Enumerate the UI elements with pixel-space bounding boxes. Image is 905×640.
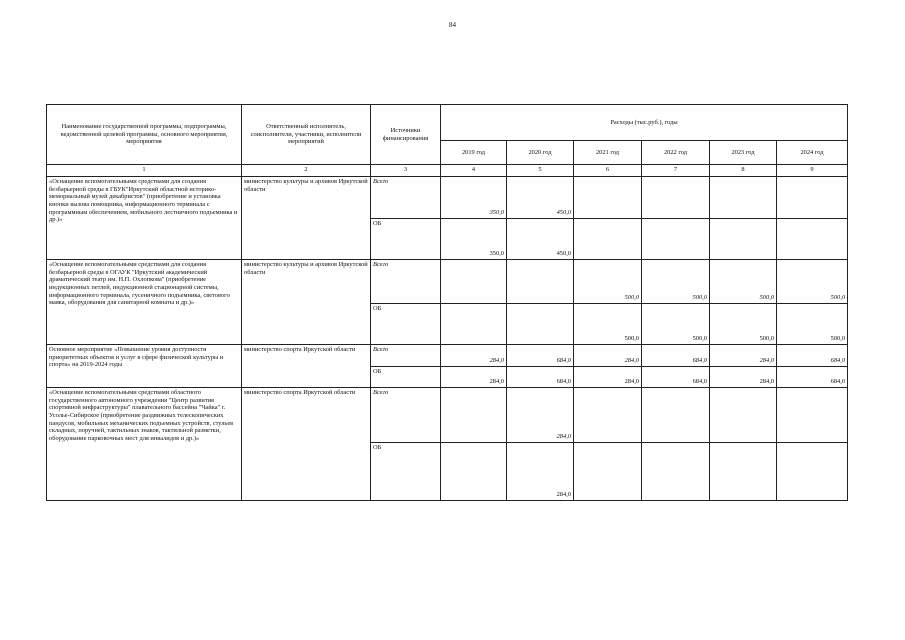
table-row	[47, 388, 848, 443]
budget-table	[46, 104, 848, 501]
value-cell	[441, 304, 507, 345]
value-cell	[441, 443, 507, 501]
header-year: 2019 год	[441, 141, 507, 165]
header-year: 2023 год	[710, 141, 777, 165]
value-cell: 684,0	[777, 367, 848, 388]
header-year: 2022 год	[642, 141, 710, 165]
value-cell	[777, 443, 848, 501]
col-number: 5	[507, 165, 574, 177]
value-cell: 684,0	[507, 345, 574, 367]
value-cell: 284,0	[441, 345, 507, 367]
activity-name: «Оснащение вспомогательными средствами для создания безбарьерной среды в ОГАУК "Иркутский академический драматический театр им. Н.П. Охлопкова" (приобретение индукционных петлей, индукционной стационарной системы, информационного терминала, гусеничного подъемника, светового маяка, оборудования для санитарной комнаты и др.)»	[47, 260, 242, 345]
value-cell: 684,0	[777, 345, 848, 367]
value-cell	[441, 388, 507, 443]
header-executor: Ответственный исполнитель, соисполнители, участники, исполнители мероприятий	[242, 105, 371, 165]
executor-name: министерство спорта Иркутской области	[242, 345, 371, 388]
source-ob-label: ОБ	[371, 443, 441, 501]
value-cell	[777, 177, 848, 219]
table-row	[47, 345, 848, 367]
value-cell	[441, 260, 507, 304]
col-number: 4	[441, 165, 507, 177]
header-year: 2024 год	[777, 141, 848, 165]
value-cell: 500,0	[574, 304, 642, 345]
value-cell: 684,0	[642, 345, 710, 367]
col-number: 7	[642, 165, 710, 177]
header-source: Источники финансирования	[371, 105, 441, 165]
executor-name: министерство спорта Иркутской области	[242, 388, 371, 501]
value-cell	[574, 443, 642, 501]
activity-name: Основное мероприятие «Повышение уровня доступности приоритетных объектов и услуг в сфере физической культуры и спорта» на 2019-2024 годы	[47, 345, 242, 388]
col-number: 6	[574, 165, 642, 177]
col-number: 3	[371, 165, 441, 177]
page-number: 84	[449, 21, 456, 29]
header-name: Наименование государственной программы, подпрограммы, ведомственной целевой программы, основного мероприятия, мероприятия	[47, 105, 242, 165]
activity-name: «Оснащение вспомогательными средствами для создания безбарьерной среды в ГБУК"Иркутский областной историко-мемориальный музей декабристов" (приобретение и установка кнопки вызова помощника, информационного терминала с программным обеспечением, мобильного лестничного подъемника и др.)»	[47, 177, 242, 260]
value-cell	[710, 177, 777, 219]
value-cell: 284,0	[574, 367, 642, 388]
value-cell: 500,0	[777, 304, 848, 345]
executor-name: министерство культуры и архивов Иркутской области	[242, 177, 371, 260]
value-cell: 350,0	[441, 177, 507, 219]
value-cell	[642, 388, 710, 443]
source-ob-label: ОБ	[371, 219, 441, 260]
value-cell	[710, 219, 777, 260]
column-number-row	[47, 165, 848, 177]
value-cell: 500,0	[710, 260, 777, 304]
value-cell	[642, 177, 710, 219]
value-cell: 284,0	[507, 388, 574, 443]
col-number: 8	[710, 165, 777, 177]
header-expenses: Расходы (тыс.руб.), годы	[441, 105, 848, 141]
value-cell: 500,0	[642, 304, 710, 345]
header-year: 2020 год	[507, 141, 574, 165]
value-cell	[777, 219, 848, 260]
value-cell: 500,0	[574, 260, 642, 304]
value-cell: 684,0	[507, 367, 574, 388]
col-number: 1	[47, 165, 242, 177]
value-cell	[507, 260, 574, 304]
value-cell: 450,0	[507, 177, 574, 219]
value-cell	[642, 443, 710, 501]
value-cell	[710, 388, 777, 443]
value-cell	[574, 388, 642, 443]
value-cell: 284,0	[441, 367, 507, 388]
table-row	[47, 177, 848, 219]
source-ob-label: ОБ	[371, 367, 441, 388]
value-cell	[574, 177, 642, 219]
value-cell: 284,0	[710, 345, 777, 367]
col-number: 9	[777, 165, 848, 177]
col-number: 2	[242, 165, 371, 177]
value-cell	[777, 388, 848, 443]
executor-name: министерство культуры и архивов Иркутской области	[242, 260, 371, 345]
source-ob-label: ОБ	[371, 304, 441, 345]
value-cell	[710, 443, 777, 501]
value-cell: 450,0	[507, 219, 574, 260]
value-cell: 284,0	[710, 367, 777, 388]
source-total-label: Всего	[371, 345, 441, 367]
source-total-label: Всего	[371, 388, 441, 443]
value-cell: 684,0	[642, 367, 710, 388]
value-cell	[507, 304, 574, 345]
header-year: 2021 год	[574, 141, 642, 165]
source-total-label: Всего	[371, 177, 441, 219]
value-cell: 284,0	[507, 443, 574, 501]
value-cell	[642, 219, 710, 260]
table-row	[47, 260, 848, 304]
value-cell: 284,0	[574, 345, 642, 367]
value-cell: 500,0	[777, 260, 848, 304]
value-cell: 500,0	[642, 260, 710, 304]
source-total-label: Всего	[371, 260, 441, 304]
value-cell: 500,0	[710, 304, 777, 345]
activity-name: «Оснащение вспомогательными средствами областного государственного автономного учреждения "Центр развития спортивной инфраструктуры" плавательного бассейна "Чайка" г. Усолье-Сибирское (приобретение раздвижных телескопических пандусов, мобильных механических подъемных устройств, стульев складных, поручней, тактильных знаков, тактильной разметки, оборудование парковочных мест для инвалидов и др.)»	[47, 388, 242, 501]
value-cell	[574, 219, 642, 260]
value-cell: 350,0	[441, 219, 507, 260]
